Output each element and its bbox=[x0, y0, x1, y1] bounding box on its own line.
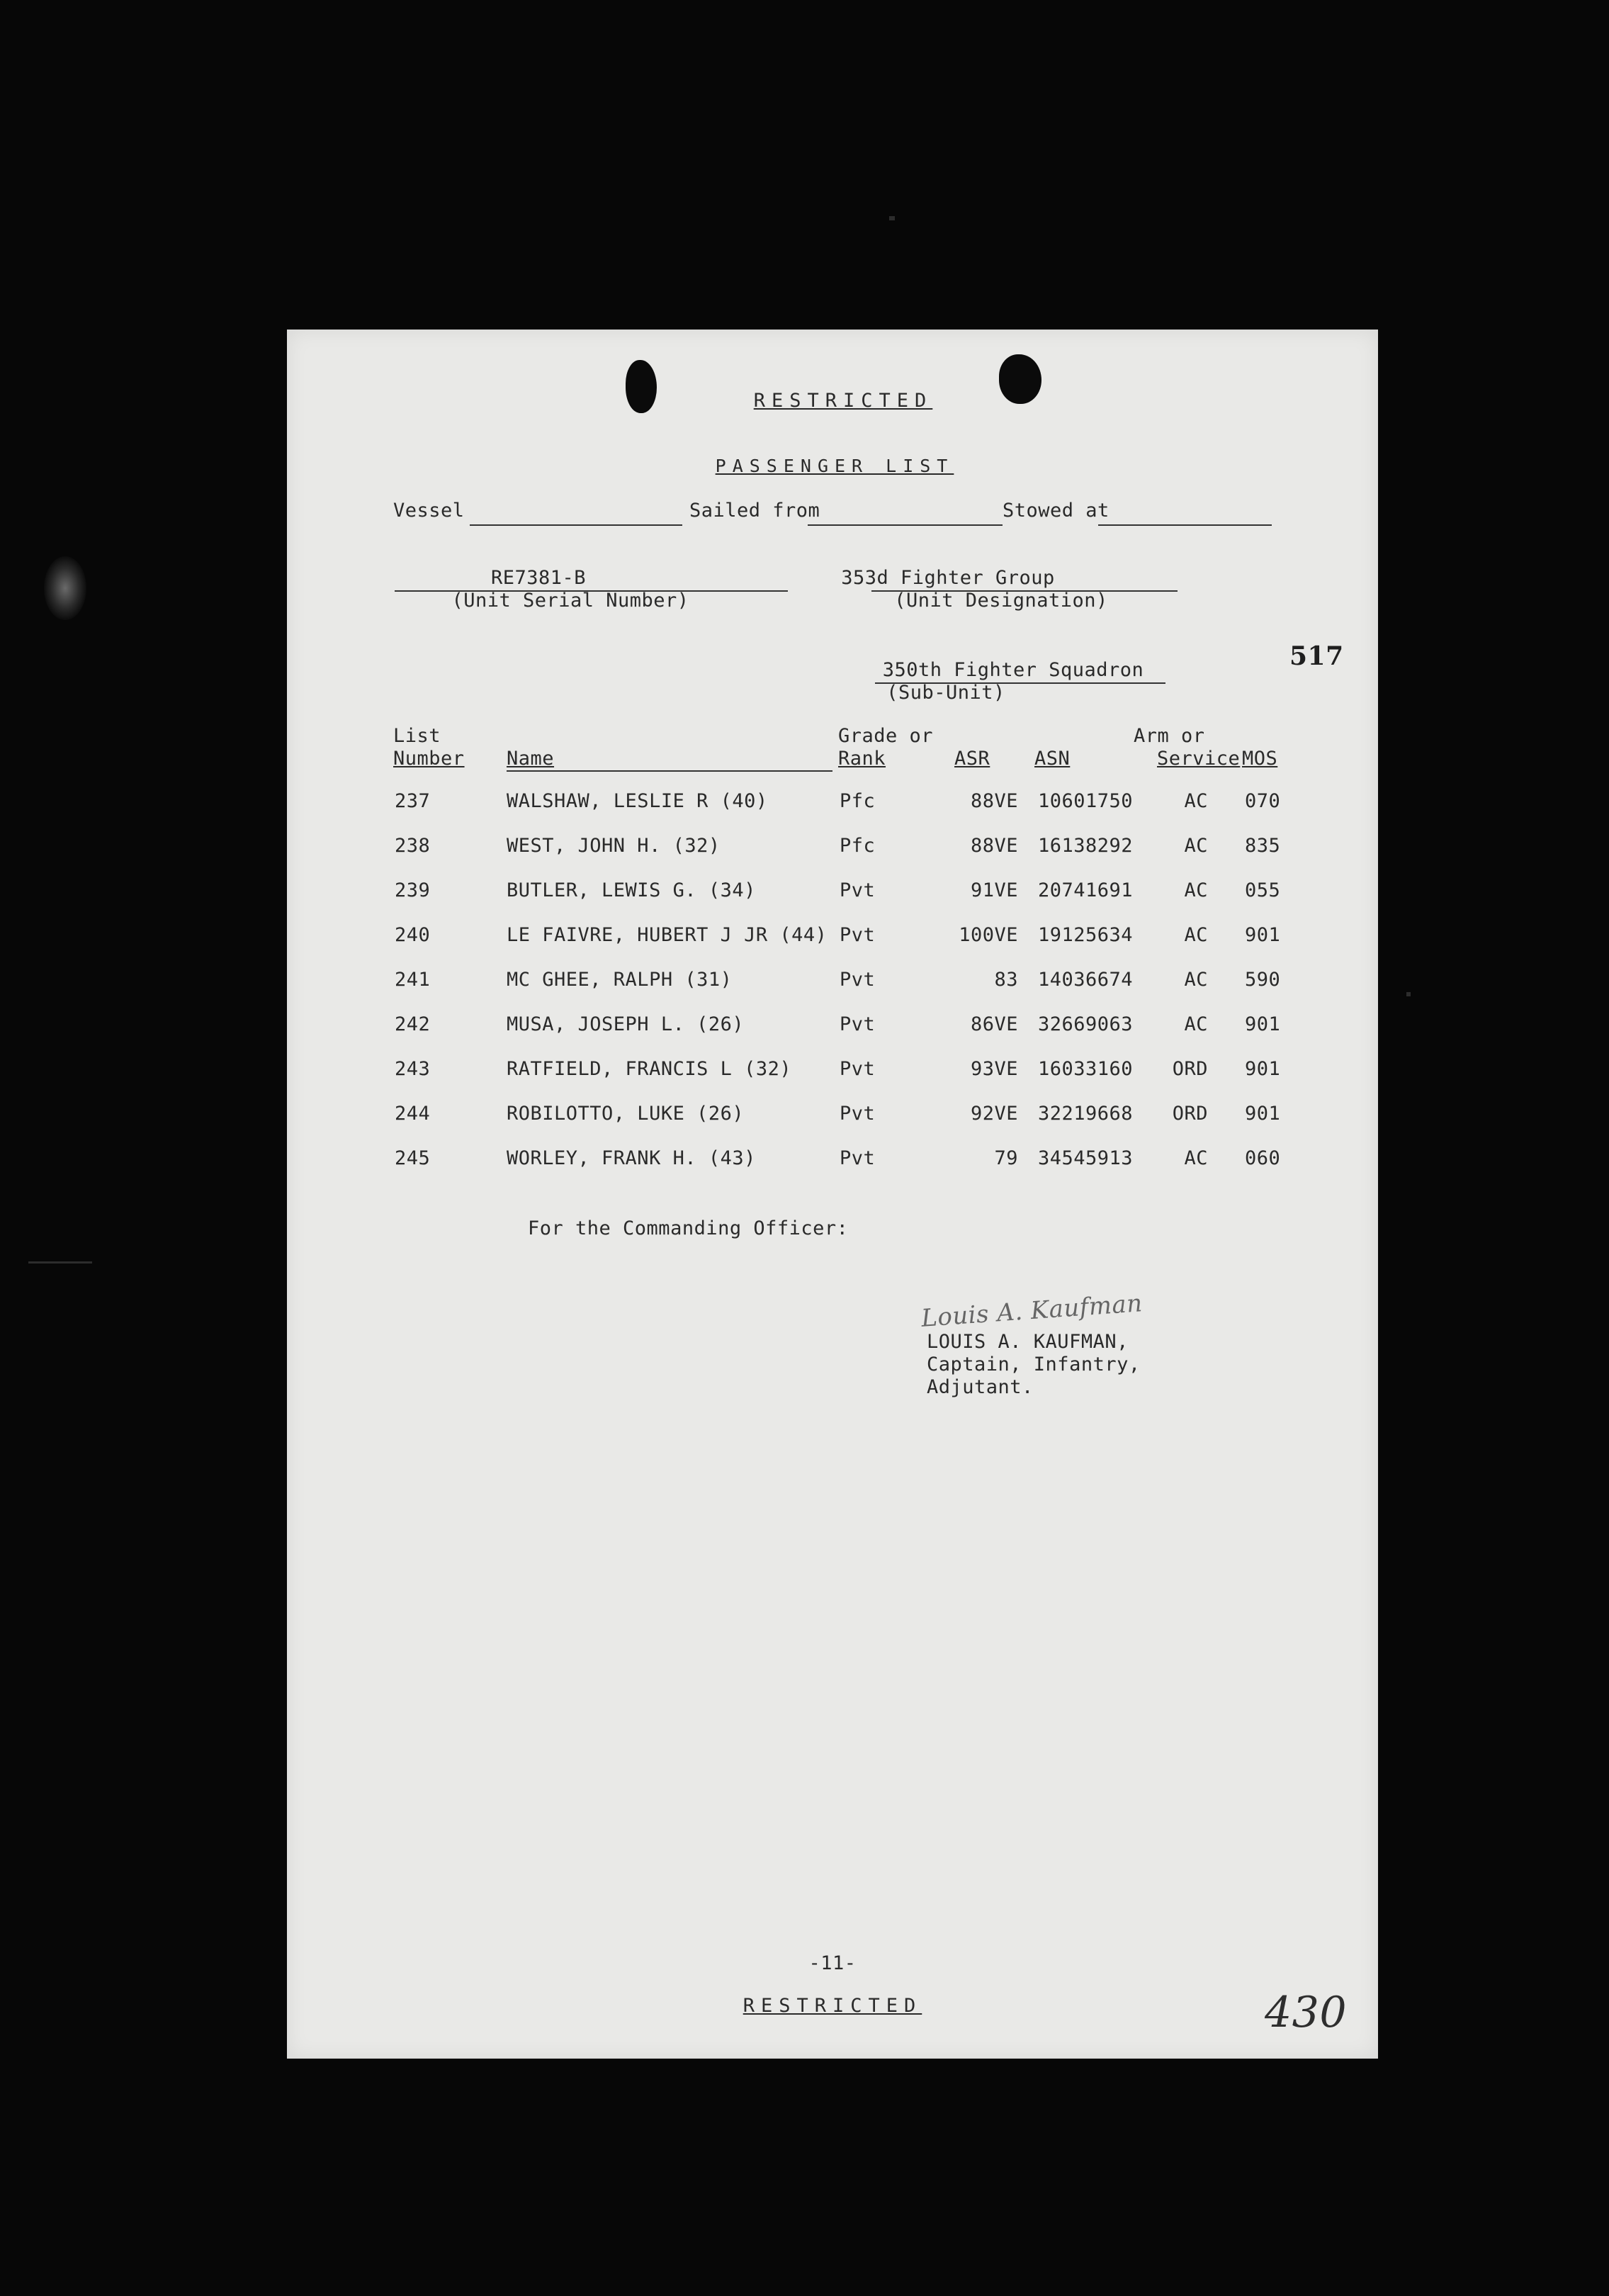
list-title: PASSENGER LIST bbox=[715, 456, 954, 476]
unit-serial-number: RE7381-B bbox=[490, 567, 587, 589]
vessel-field-line bbox=[470, 524, 682, 526]
row-number: 244 bbox=[395, 1103, 431, 1125]
col-name: Name bbox=[507, 748, 555, 770]
row-rank: Pvt bbox=[840, 924, 876, 946]
row-asr: 93VE bbox=[970, 1058, 1018, 1080]
row-asn: 34545913 bbox=[1038, 1147, 1134, 1169]
stamped-page-number: 517 bbox=[1289, 641, 1344, 671]
row-asn: 14036674 bbox=[1038, 969, 1134, 991]
table-row bbox=[287, 1147, 1378, 1176]
handwritten-number: 430 bbox=[1265, 1988, 1348, 2037]
row-asr: 91VE bbox=[970, 879, 1018, 901]
row-asn: 32219668 bbox=[1038, 1103, 1134, 1125]
row-arm: AC bbox=[1184, 969, 1208, 991]
row-mos: 901 bbox=[1245, 1103, 1281, 1125]
row-arm: ORD bbox=[1172, 1058, 1208, 1080]
film-speck bbox=[1406, 992, 1411, 996]
classification-bottom: RESTRICTED bbox=[743, 1995, 922, 2017]
row-arm: AC bbox=[1184, 1013, 1208, 1035]
film-speck bbox=[28, 1261, 92, 1264]
row-asr: 88VE bbox=[970, 835, 1018, 857]
row-arm: AC bbox=[1184, 790, 1208, 812]
row-number: 242 bbox=[395, 1013, 431, 1035]
row-rank: Pfc bbox=[840, 835, 876, 857]
punch-hole bbox=[626, 360, 657, 413]
row-arm: AC bbox=[1184, 835, 1208, 857]
table-row bbox=[287, 924, 1378, 952]
col-list-number-line1: List bbox=[393, 725, 441, 747]
table-row bbox=[287, 879, 1378, 908]
film-speck bbox=[889, 216, 895, 220]
signer-role: Adjutant. bbox=[927, 1376, 1034, 1398]
row-asn: 32669063 bbox=[1038, 1013, 1134, 1035]
row-asr: 86VE bbox=[970, 1013, 1018, 1035]
row-asn: 16138292 bbox=[1038, 835, 1134, 857]
row-name: MUSA, JOSEPH L. (26) bbox=[507, 1013, 745, 1035]
row-name: MC GHEE, RALPH (31) bbox=[507, 969, 733, 991]
row-number: 241 bbox=[395, 969, 431, 991]
row-name: WORLEY, FRANK H. (43) bbox=[507, 1147, 756, 1169]
row-mos: 060 bbox=[1245, 1147, 1281, 1169]
stowed-at-field-line bbox=[1098, 524, 1272, 526]
row-name: WALSHAW, LESLIE R (40) bbox=[507, 790, 768, 812]
row-mos: 590 bbox=[1245, 969, 1281, 991]
row-asn: 16033160 bbox=[1038, 1058, 1134, 1080]
row-number: 240 bbox=[395, 924, 431, 946]
film-glare bbox=[44, 556, 86, 620]
row-number: 239 bbox=[395, 879, 431, 901]
table-row bbox=[287, 1058, 1378, 1086]
unit-designation: 353d Fighter Group bbox=[841, 567, 1055, 589]
signer-name: LOUIS A. KAUFMAN, bbox=[927, 1331, 1129, 1353]
col-asr: ASR bbox=[954, 748, 990, 770]
row-name: BUTLER, LEWIS G. (34) bbox=[507, 879, 756, 901]
col-arm-line2: Service bbox=[1157, 748, 1241, 770]
signature: Louis A. Kaufman bbox=[920, 1289, 1144, 1333]
row-asn: 19125634 bbox=[1038, 924, 1134, 946]
col-asn: ASN bbox=[1034, 748, 1071, 770]
row-asr: 92VE bbox=[970, 1103, 1018, 1125]
row-rank: Pvt bbox=[840, 969, 876, 991]
row-asr: 83 bbox=[994, 969, 1018, 991]
row-asn: 20741691 bbox=[1038, 879, 1134, 901]
row-rank: Pvt bbox=[840, 1147, 876, 1169]
col-name-underline bbox=[507, 770, 832, 772]
signer-title: Captain, Infantry, bbox=[927, 1354, 1141, 1375]
table-row bbox=[287, 1013, 1378, 1042]
col-list-number-line2: Number bbox=[393, 748, 465, 770]
row-rank: Pvt bbox=[840, 1013, 876, 1035]
row-mos: 055 bbox=[1245, 879, 1281, 901]
row-asr: 79 bbox=[994, 1147, 1018, 1169]
table-row bbox=[287, 790, 1378, 818]
for-commanding-officer: For the Commanding Officer: bbox=[528, 1217, 849, 1239]
table-row bbox=[287, 969, 1378, 997]
row-name: ROBILOTTO, LUKE (26) bbox=[507, 1103, 745, 1125]
row-mos: 901 bbox=[1245, 1058, 1281, 1080]
row-asr: 100VE bbox=[959, 924, 1018, 946]
row-mos: 901 bbox=[1245, 924, 1281, 946]
row-arm: ORD bbox=[1172, 1103, 1208, 1125]
classification-top: RESTRICTED bbox=[753, 390, 933, 412]
row-arm: AC bbox=[1184, 1147, 1208, 1169]
row-arm: AC bbox=[1184, 879, 1208, 901]
row-rank: Pvt bbox=[840, 879, 876, 901]
unit-designation-caption: (Unit Designation) bbox=[894, 590, 1108, 612]
col-arm-line1: Arm or bbox=[1134, 725, 1205, 747]
row-number: 237 bbox=[395, 790, 431, 812]
page-number: -11- bbox=[808, 1952, 857, 1974]
row-mos: 835 bbox=[1245, 835, 1281, 857]
stowed-at-label: Stowed at bbox=[1003, 500, 1110, 522]
col-grade-line2: Rank bbox=[838, 748, 886, 770]
row-mos: 901 bbox=[1245, 1013, 1281, 1035]
row-number: 243 bbox=[395, 1058, 431, 1080]
row-arm: AC bbox=[1184, 924, 1208, 946]
sub-unit-caption: (Sub-Unit) bbox=[886, 682, 1005, 704]
document-page bbox=[287, 330, 1378, 2059]
row-name: LE FAIVRE, HUBERT J JR (44) bbox=[507, 924, 828, 946]
row-rank: Pvt bbox=[840, 1103, 876, 1125]
sub-unit: 350th Fighter Squadron bbox=[882, 659, 1144, 681]
row-asn: 10601750 bbox=[1038, 790, 1134, 812]
row-rank: Pvt bbox=[840, 1058, 876, 1080]
row-number: 238 bbox=[395, 835, 431, 857]
row-number: 245 bbox=[395, 1147, 431, 1169]
table-row bbox=[287, 835, 1378, 863]
row-mos: 070 bbox=[1245, 790, 1281, 812]
row-name: RATFIELD, FRANCIS L (32) bbox=[507, 1058, 792, 1080]
vessel-label: Vessel bbox=[393, 500, 465, 522]
sailed-from-field-line bbox=[808, 524, 1003, 526]
col-grade-line1: Grade or bbox=[838, 725, 934, 747]
unit-serial-caption: (Unit Serial Number) bbox=[451, 590, 689, 612]
row-rank: Pfc bbox=[840, 790, 876, 812]
sailed-from-label: Sailed from bbox=[689, 500, 820, 522]
punch-hole bbox=[999, 354, 1041, 404]
table-row bbox=[287, 1103, 1378, 1131]
col-mos: MOS bbox=[1242, 748, 1278, 770]
row-name: WEST, JOHN H. (32) bbox=[507, 835, 721, 857]
row-asr: 88VE bbox=[970, 790, 1018, 812]
